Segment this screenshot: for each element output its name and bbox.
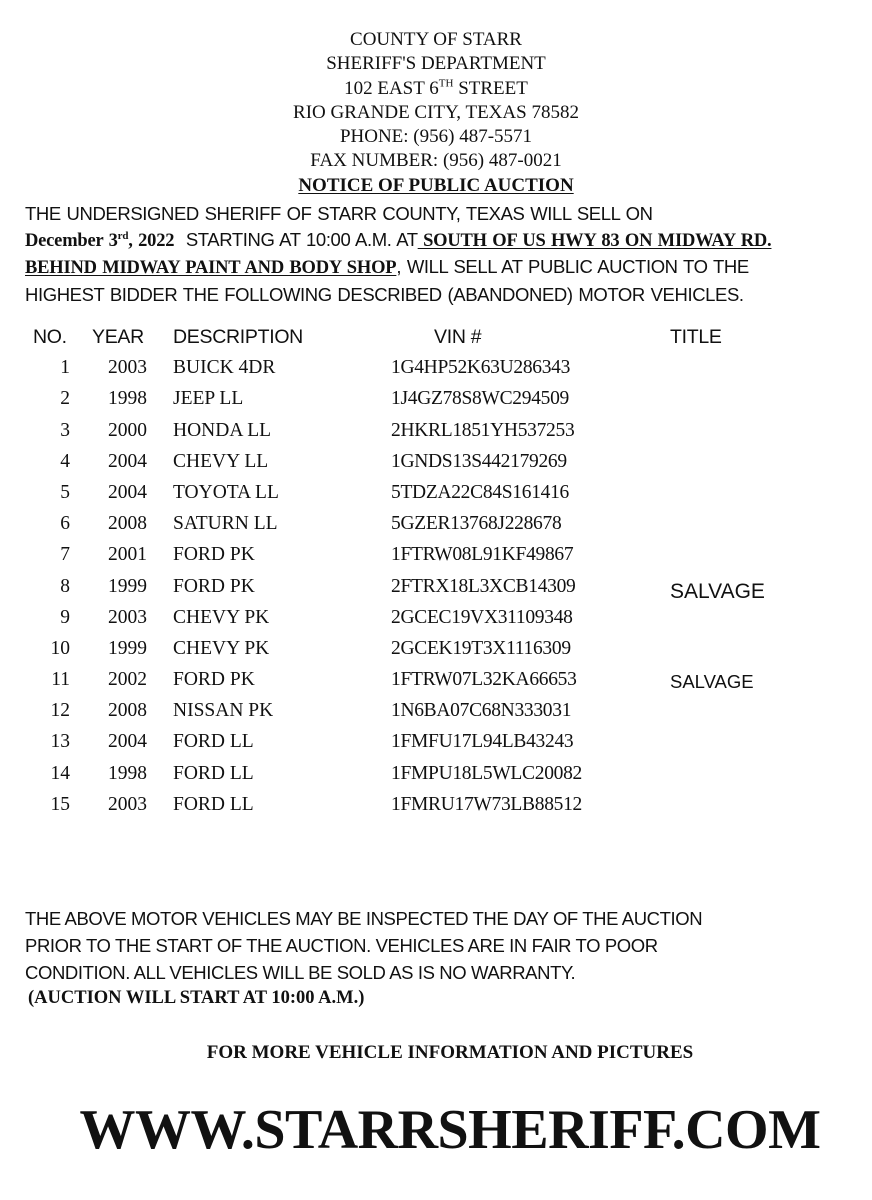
cell-vin: 5TDZA22C84S161416 (391, 481, 569, 503)
cell-vin: 2FTRX18L3XCB14309 (391, 575, 576, 597)
cell-description: CHEVY PK (173, 637, 270, 659)
cell-year: 2004 (108, 731, 147, 753)
notice-title: NOTICE OF PUBLIC AUCTION (298, 174, 574, 196)
table-row (0, 636, 872, 667)
cell-no: 9 (60, 606, 70, 628)
auction-date: December 3rd, 2022 (25, 229, 175, 251)
header-description: DESCRIPTION (173, 326, 303, 348)
cell-title: SALVAGE (670, 671, 754, 693)
cell-year: 2003 (108, 357, 147, 379)
cell-description: JEEP LL (173, 388, 244, 410)
cell-vin: 1FMRU17W73LB88512 (391, 793, 582, 815)
cell-year: 2003 (108, 606, 147, 628)
header-year: YEAR (92, 326, 144, 348)
table-row (0, 729, 872, 760)
intro-line-1: THE UNDERSIGNED SHERIFF OF STARR COUNTY, TEXAS WILL SELL ON (25, 203, 653, 224)
city-state-zip: RIO GRANDE CITY, TEXAS 78582 (293, 101, 579, 123)
cell-year: 2001 (108, 544, 147, 566)
cell-no: 13 (50, 731, 70, 753)
intro-line-3-rest: , WILL SELL AT PUBLIC AUCTION TO THE (396, 256, 749, 277)
cell-year: 1998 (108, 388, 147, 410)
cell-vin: 1N6BA07C68N333031 (391, 700, 572, 722)
cell-no: 6 (60, 513, 70, 535)
cell-title: SALVAGE (670, 579, 765, 603)
table-row (0, 792, 872, 823)
cell-no: 11 (51, 669, 70, 691)
cell-no: 12 (50, 700, 70, 722)
more-info-text: FOR MORE VEHICLE INFORMATION AND PICTURES (206, 1042, 694, 1063)
table-body (0, 355, 872, 823)
cell-vin: 1J4GZ78S8WC294509 (391, 388, 569, 410)
table-row (0, 605, 872, 636)
cell-year: 2008 (108, 700, 147, 722)
cell-no: 2 (60, 388, 70, 410)
table-row (0, 386, 872, 417)
cell-description: CHEVY LL (173, 450, 269, 472)
cell-vin: 1GNDS13S442179269 (391, 450, 567, 472)
table-header-row (0, 324, 872, 355)
cell-vin: 1FTRW08L91KF49867 (391, 544, 574, 566)
cell-year: 2002 (108, 669, 147, 691)
vehicle-table (0, 324, 872, 823)
cell-vin: 1FMPU18L5WLC20082 (391, 762, 582, 784)
cell-year: 2008 (108, 513, 147, 535)
cell-description: FORD LL (173, 793, 254, 815)
cell-description: HONDA LL (173, 419, 272, 441)
cell-no: 15 (50, 793, 70, 815)
table-row (0, 511, 872, 542)
cell-year: 2004 (108, 450, 147, 472)
inspection-line-3: CONDITION. ALL VEHICLES WILL BE SOLD AS IS NO WARRANTY. (25, 962, 576, 983)
start-time-text: STARTING AT 10:00 A.M. AT (174, 228, 418, 250)
street-address: 102 EAST 6TH STREET (344, 77, 528, 99)
header-title: TITLE (670, 326, 722, 348)
header-vin: VIN # (434, 326, 482, 348)
cell-no: 4 (60, 450, 70, 472)
table-row (0, 698, 872, 729)
cell-vin: 1FTRW07L32KA66653 (391, 669, 577, 691)
intro-paragraph (25, 201, 855, 307)
cell-vin: 2HKRL1851YH537253 (391, 419, 575, 441)
cell-year: 2003 (108, 793, 147, 815)
inspection-notice (25, 905, 865, 986)
cell-vin: 2GCEC19VX31109348 (391, 606, 573, 628)
cell-year: 2004 (108, 481, 147, 503)
phone-number: PHONE: (956) 487-5571 (339, 126, 533, 148)
table-row (0, 761, 872, 792)
cell-description: NISSAN PK (173, 700, 274, 722)
cell-description: FORD LL (173, 762, 254, 784)
table-row (0, 542, 872, 573)
cell-year: 1998 (108, 762, 147, 784)
intro-line-3 (25, 254, 855, 282)
cell-description: FORD PK (173, 669, 255, 691)
start-time-note: (AUCTION WILL START AT 10:00 A.M.) (28, 988, 365, 1008)
intro-line-4: HIGHEST BIDDER THE FOLLOWING DESCRIBED (ABANDONED) MOTOR VEHICLES. (25, 283, 744, 305)
cell-no: 3 (60, 419, 70, 441)
table-row (0, 355, 872, 386)
table-row (0, 418, 872, 449)
cell-no: 8 (60, 575, 70, 597)
cell-description: FORD PK (173, 575, 255, 597)
inspection-line-2: PRIOR TO THE START OF THE AUCTION. VEHICLES ARE IN FAIR TO POOR (25, 935, 658, 956)
cell-description: FORD LL (173, 731, 254, 753)
county-name: COUNTY OF STARR (350, 29, 522, 50)
cell-description: CHEVY PK (173, 606, 270, 628)
cell-description: TOYOTA LL (173, 481, 279, 503)
table-row (0, 480, 872, 511)
table-row (0, 574, 872, 605)
auction-location-2: BEHIND MIDWAY PAINT AND BODY SHOP (25, 258, 397, 278)
letterhead (0, 28, 872, 198)
website-url: WWW.STARRSHERIFF.COM (79, 1099, 821, 1161)
cell-vin: 2GCEK19T3X1116309 (391, 637, 571, 659)
cell-description: BUICK 4DR (173, 357, 276, 379)
cell-no: 7 (60, 544, 70, 566)
table-row (0, 449, 872, 480)
department-name: SHERIFF'S DEPARTMENT (326, 53, 546, 75)
cell-description: FORD PK (173, 544, 255, 566)
table-row (0, 667, 872, 698)
cell-vin: 1FMFU17L94LB43243 (391, 731, 574, 753)
auction-location-1: SOUTH OF US HWY 83 ON MIDWAY RD. (417, 230, 772, 251)
fax-number: FAX NUMBER: (956) 487-0021 (310, 150, 562, 172)
cell-vin: 5GZER13768J228678 (391, 513, 562, 535)
cell-no: 1 (60, 357, 70, 379)
header-no: NO. (33, 326, 67, 348)
cell-year: 2000 (108, 419, 147, 441)
inspection-line-1: THE ABOVE MOTOR VEHICLES MAY BE INSPECTED THE DAY OF THE AUCTION (25, 908, 703, 929)
cell-year: 1999 (108, 637, 147, 659)
intro-line-2 (25, 227, 855, 255)
cell-no: 14 (50, 762, 70, 784)
cell-no: 10 (50, 637, 70, 659)
cell-no: 5 (60, 481, 70, 503)
cell-description: SATURN LL (173, 513, 278, 535)
cell-vin: 1G4HP52K63U286343 (391, 357, 571, 379)
cell-year: 1999 (108, 575, 147, 597)
